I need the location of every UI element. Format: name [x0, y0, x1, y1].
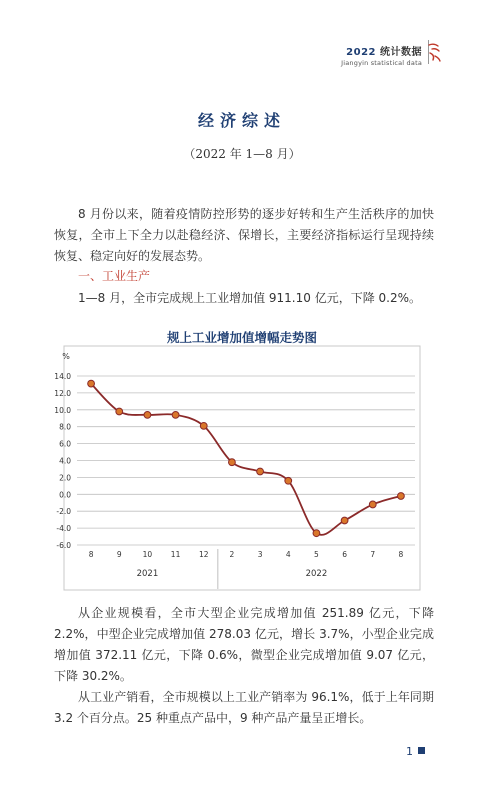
brand-year: 2022 [346, 47, 377, 58]
y-axis-label: % [62, 352, 70, 361]
section-heading-industry: 一、工业生产 [78, 269, 151, 283]
enterprise-scale-paragraph: 从企业规模看，全市大型企业完成增加值 251.89 亿元，下降 2.2%，中型企业完成增加值 278.03 亿元，增长 3.7%，小型企业完成增加值 372.11 亿元，下降 0.6%，微型企业完成增加值 9.07 亿元，下降 30.2%。 [54, 606, 434, 683]
x-tick-label: 9 [116, 550, 122, 559]
data-point [341, 517, 348, 524]
data-point [88, 380, 95, 387]
year-group-label: 2022 [305, 569, 328, 579]
page-number [406, 745, 425, 758]
y-tick-label: -6.0 [56, 541, 71, 550]
brand-subtitle: Jiangyin statistical data [341, 59, 422, 67]
page-number-text: 1 [406, 745, 413, 758]
x-tick-label: 8 [88, 550, 94, 559]
y-tick-label: 6.0 [59, 439, 71, 449]
x-tick-label: 3 [257, 550, 263, 559]
page-subtitle: （2022 年 1—8 月） [183, 147, 301, 161]
x-tick-label: 4 [285, 550, 291, 559]
x-tick-label: 11 [170, 550, 181, 559]
data-point [229, 459, 236, 466]
x-tick-label: 6 [342, 550, 347, 559]
x-tick-label: 8 [398, 550, 404, 559]
data-point [172, 411, 179, 418]
data-point [116, 408, 123, 415]
y-tick-label: 14.0 [54, 372, 71, 381]
x-tick-label: 7 [370, 550, 376, 559]
data-point [200, 422, 207, 429]
y-tick-label: 4.0 [59, 456, 71, 466]
y-tick-label: -2.0 [56, 507, 71, 517]
year-group-label: 2021 [136, 569, 159, 579]
y-tick-label: 2.0 [59, 473, 71, 483]
series-line [91, 384, 401, 535]
data-point [257, 468, 264, 475]
intro-paragraph: 8 月份以来，随着疫情防控形势的逐步好转和生产生活秩序的加快恢复，全市上下全力以赴稳经济、保增长，主要经济指标运行呈现持续恢复、稳定向好的发展态势。 [54, 207, 434, 263]
data-point [285, 477, 292, 484]
x-tick-label: 5 [314, 550, 319, 559]
y-tick-label: 0.0 [59, 490, 71, 500]
chart-title: 规上工业增加值增幅走势图 [166, 330, 317, 345]
data-point [369, 501, 376, 508]
y-tick-label: 10.0 [54, 405, 71, 415]
y-tick-label: 12.0 [54, 388, 71, 398]
industry-total-paragraph: 1—8 月，全市完成规上工业增加值 911.10 亿元，下降 0.2%。 [78, 291, 422, 305]
industry-sales-paragraph: 从工业产销看，全市规模以上工业产销率为 96.1%，低于上年同期 3.2 个百分点。25 种重点产品中，9 种产品产量呈正增长。 [54, 690, 434, 725]
x-tick-label: 10 [142, 550, 153, 559]
data-point [144, 411, 151, 418]
page-marker-square [418, 747, 425, 754]
data-point [313, 530, 320, 537]
x-tick-label: 12 [198, 550, 209, 559]
y-tick-label: 8.0 [59, 422, 71, 432]
brand-name: 统计数据 [380, 47, 422, 58]
page-title: 经济综述 [197, 111, 286, 130]
data-point [398, 493, 405, 500]
y-tick-label: -4.0 [56, 524, 71, 534]
x-tick-label: 2 [229, 550, 235, 559]
